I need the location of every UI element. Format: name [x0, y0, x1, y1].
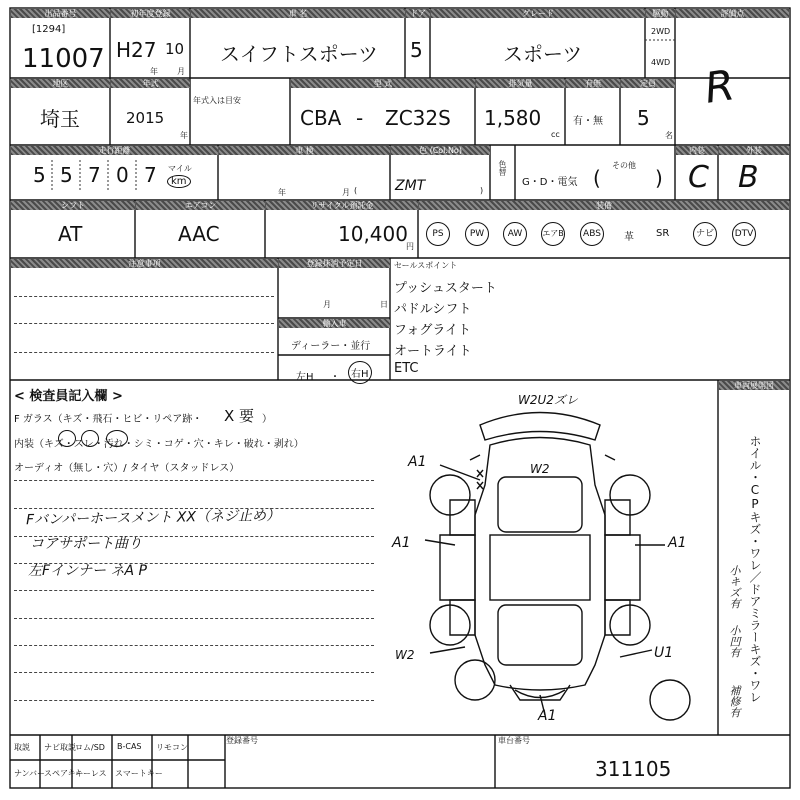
mark-a1-top-left: A1 — [408, 454, 427, 470]
shift-value: AT — [58, 222, 83, 246]
other-paren-close: ) — [655, 166, 663, 190]
mileage-digit-4: 0 — [116, 163, 129, 187]
notes-line-1 — [14, 296, 274, 297]
interior-line: 内装（キズ・スレ・汚れ・シミ・コゲ・穴・キレ・破れ・剥れ） — [14, 439, 304, 450]
cc-header: 排気量 — [476, 79, 565, 88]
handle-left: 左H — [296, 372, 314, 383]
chassis-header: 車台番号 — [498, 736, 530, 745]
model-year-unit: 年 — [180, 131, 188, 140]
drive-header: 駆動 — [646, 9, 675, 18]
glass-line: F ガラス（キズ・飛石・ヒビ・リペア跡・ — [14, 414, 203, 425]
type-code: ZC32S — [385, 106, 451, 130]
seats-unit: 名 — [665, 131, 673, 140]
mileage-digit-2: 5 — [60, 163, 73, 187]
type-prefix: CBA — [300, 106, 342, 130]
inspect-line-7 — [14, 645, 374, 646]
equip-abs: ABS — [580, 222, 604, 246]
bottom-item-navi-manual: ナビ取説 — [44, 743, 76, 752]
grade-header: グレード — [431, 9, 645, 18]
model-year-note: 年式入は目安 — [193, 96, 241, 105]
notes-line-2 — [14, 323, 274, 324]
glass-line-close: ） — [262, 414, 272, 425]
shift-header: シフト — [11, 201, 135, 210]
dealer-parallel: ディーラー・並行 — [291, 341, 371, 352]
model-year: 2015 — [126, 109, 165, 127]
bottom-item-smart-key: スマートキー — [115, 769, 163, 778]
bottom-item-spare-key: スペアキー — [44, 769, 84, 778]
area: 埼玉 — [40, 107, 80, 131]
notes-header: 注意事項 — [11, 259, 278, 268]
mark-w2-center: W2 — [530, 462, 550, 476]
glass-mark: X 要 — [224, 407, 255, 425]
color-paren-open: ( — [354, 186, 358, 195]
recycle-yen: 円 — [406, 242, 414, 251]
trd-header: 有無 — [566, 79, 620, 88]
inspect-line-6 — [14, 618, 374, 619]
audio-tire-line: オーディオ（無し・穴）/ タイヤ（スタッドレス） — [14, 463, 240, 474]
color-change-label: 色替 — [498, 160, 507, 176]
equip-leather: 革 — [624, 232, 634, 243]
name-header: 車 名 — [191, 9, 405, 18]
equip-sr: SR — [656, 228, 670, 239]
exterior-header: 外装 — [719, 146, 789, 155]
bottom-item-keyless: キーレス — [75, 769, 107, 778]
chassis-number: 311105 — [595, 757, 672, 781]
model-year-header: 年式 — [111, 79, 190, 88]
reg-year-unit: 年 — [150, 67, 158, 76]
equip-pw: PW — [465, 222, 489, 246]
mark-a1-left: A1 — [392, 535, 411, 551]
mileage-km-circled: km — [167, 175, 191, 188]
type-dash: - — [356, 106, 364, 130]
displacement: 1,580 — [484, 106, 542, 130]
mileage-digit-5: 7 — [144, 163, 157, 187]
interior-circle-2 — [81, 430, 99, 447]
car-reg-header: 車 検 — [219, 146, 390, 155]
recycle-header: リサイクル預託金 — [266, 201, 418, 210]
doors: 5 — [410, 38, 423, 62]
equip-navi: ナビ — [693, 222, 717, 246]
reg-year: H27 — [116, 38, 157, 62]
sales-point-5: ETC — [394, 361, 419, 376]
sales-point-header: セールスポイント — [394, 261, 458, 270]
hand-side-1: 小キズ有 — [728, 565, 741, 609]
equip-ps: PS — [426, 222, 450, 246]
door-header: ドア — [406, 9, 430, 18]
equip-aw: AW — [503, 222, 527, 246]
car-reg-month-unit: 月 — [342, 188, 350, 197]
reg-month-unit: 月 — [177, 67, 185, 76]
other-label: その他 — [612, 161, 636, 170]
inspect-line-5 — [14, 590, 374, 591]
hand-side-2: 小凹有 — [728, 625, 741, 658]
color-options: G・D・電気 — [522, 177, 578, 188]
bottom-item-number: ナンバー — [14, 769, 46, 778]
equip-dtv: DTV — [732, 222, 756, 246]
cc-unit: cc — [551, 130, 560, 139]
mark-a1-bottom: A1 — [538, 708, 557, 724]
ac-value: AAC — [178, 222, 220, 246]
hand-note-1: Fバンパーホースメント XX（ネジ止め） — [25, 507, 281, 529]
color-header: 色 (Col.No) — [391, 146, 490, 155]
color-paren-close: ) — [480, 186, 484, 195]
grade: スポーツ — [503, 42, 583, 66]
sales-point-3: フォグライト — [394, 323, 471, 338]
hand-side-3: 補修有 — [728, 685, 741, 718]
sales-point-2: パドルシフト — [394, 302, 472, 317]
other-paren-open: ( — [593, 166, 601, 190]
mark-a1-right: A1 — [668, 535, 687, 551]
reg-no-header: 登録番号 — [226, 736, 258, 745]
inspect-line-8 — [14, 672, 374, 673]
area-header: 地区 — [11, 79, 110, 88]
interior-circle-3 — [106, 430, 128, 447]
car-reg-year-unit: 年 — [278, 188, 286, 197]
bottom-item-remote: リモコン — [156, 743, 188, 752]
inspect-line-1 — [14, 480, 374, 481]
trd: 有・無 — [573, 116, 603, 127]
sales-point-1: プッシュスタート — [394, 281, 497, 296]
car-name: スイフトスポーツ — [220, 42, 378, 66]
lot-number: 11007 — [22, 44, 105, 74]
mileage-digit-3: 7 — [88, 163, 101, 187]
seats: 5 — [637, 106, 650, 130]
score-value: R — [701, 60, 738, 113]
equip-airbag: エアB — [541, 222, 565, 246]
drive-2wd: 2WD — [651, 27, 671, 36]
notes-line-3 — [14, 352, 274, 353]
diagram-header: 車両展開図 — [719, 381, 789, 390]
mileage-digit-1: 5 — [33, 163, 46, 187]
equip-header: 装備 — [419, 201, 789, 210]
interior-circle-1 — [58, 430, 76, 447]
interior-header: 内装 — [676, 146, 718, 155]
year-header: 初年度登録 — [111, 9, 190, 18]
mark-w2-bottom-left: W2 — [395, 648, 415, 662]
seats-header: 定員 — [621, 79, 675, 88]
lot-header: 出品番号 — [11, 9, 110, 18]
interior-score: C — [688, 160, 709, 195]
hand-note-2: コアサポート曲り — [30, 536, 142, 552]
mark-top-w2u2: W2U2ズレ — [518, 393, 578, 407]
inspector-title: < 検査員記入欄 > — [14, 389, 123, 404]
mileage-header: 走行距離 — [11, 146, 218, 155]
score-header: 評価点 — [676, 9, 789, 18]
import-header: 輸入車 — [279, 319, 390, 328]
wheel-mirror-note: ホイル・CPキズ・ワレ／ドアミラーキズ・ワレ — [748, 435, 762, 703]
type-header: 型 式 — [291, 79, 475, 88]
color-code: ZMT — [395, 178, 426, 194]
bottom-item-rom-sd: ロム/SD — [75, 743, 105, 752]
handle-right-circled: 右H — [348, 361, 372, 384]
bottom-item-manual: 取説 — [14, 743, 30, 752]
car-damage-diagram — [380, 385, 715, 730]
ac-header: エアコン — [136, 201, 265, 210]
hand-note-3: 左Fインナー ネA P — [28, 563, 147, 579]
drive-4wd: 4WD — [651, 58, 671, 67]
reg-month: 10 — [165, 40, 185, 58]
sales-point-4: オートライト — [394, 344, 472, 359]
reg-date-day: 日 — [380, 300, 388, 309]
handle-sep: ・ — [330, 372, 340, 383]
reg-date-header: 登録抹消予定日 — [279, 259, 390, 268]
exterior-score: B — [738, 160, 759, 195]
mileage-mile-label: マイル — [168, 164, 192, 173]
bottom-item-bcas: B-CAS — [117, 742, 142, 751]
reg-date-month: 月 — [323, 300, 331, 309]
mark-u1-bottom-right: U1 — [654, 645, 674, 661]
lot-small-number: [1294] — [32, 24, 66, 35]
recycle-fee: 10,400 — [338, 222, 408, 246]
inspect-line-9 — [14, 700, 374, 701]
